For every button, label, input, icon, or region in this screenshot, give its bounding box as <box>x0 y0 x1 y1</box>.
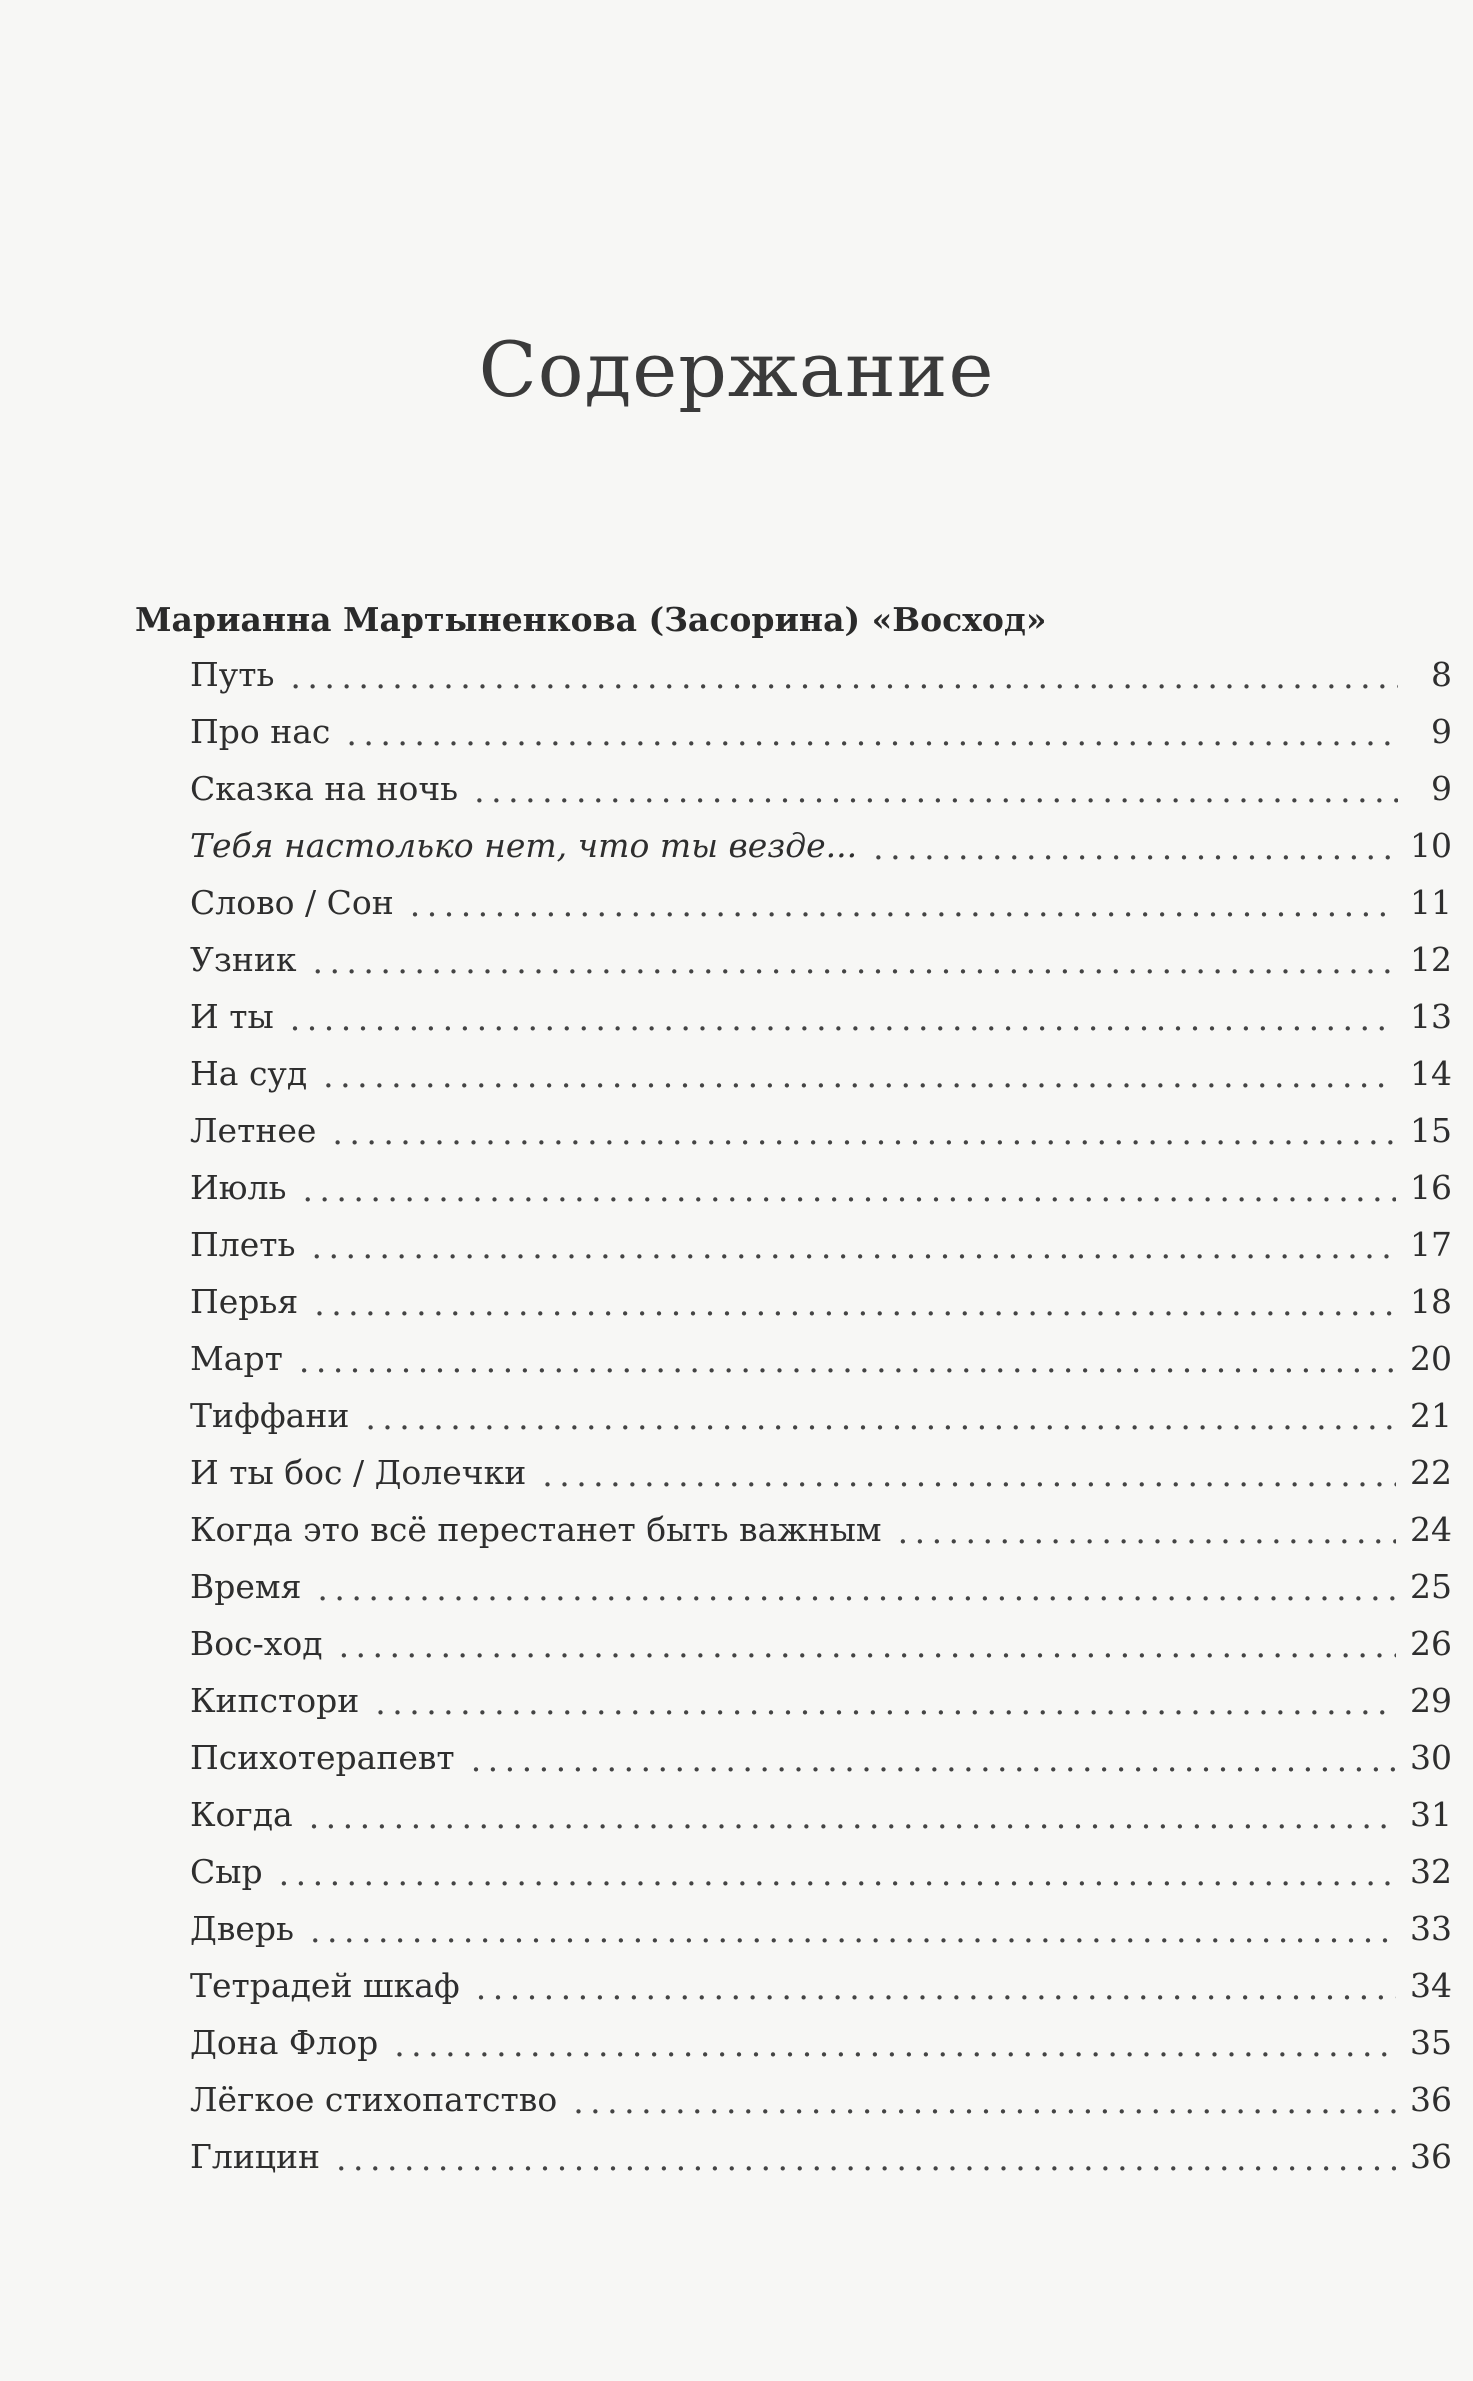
toc-entry-title: Узник <box>190 940 297 979</box>
toc-dot-leader <box>302 1170 1396 1203</box>
toc-entry-title: Слово / Сон <box>190 883 394 922</box>
toc-entry-title: Про нас <box>190 712 331 751</box>
toc-entry <box>190 1168 1452 1225</box>
toc-dot-leader <box>346 714 1398 747</box>
toc-entry-title: Март <box>190 1339 283 1378</box>
page-title: Содержание <box>478 325 995 414</box>
toc-dot-leader <box>542 1455 1396 1488</box>
toc-entry-page-number: 16 <box>1410 1168 1452 1207</box>
toc-entry <box>190 1111 1452 1168</box>
toc-entry-page-number: 31 <box>1410 1795 1452 1834</box>
toc-dot-leader <box>476 1968 1396 2001</box>
toc-entry-title: На суд <box>190 1054 308 1093</box>
toc-entry <box>190 1225 1452 1282</box>
toc-dot-leader <box>310 1911 1396 1944</box>
toc-entry-title: Тиффани <box>190 1396 350 1435</box>
toc-entry-title: Дона Флор <box>190 2023 379 2062</box>
toc-entry-title: И ты бос / Долечки <box>190 1453 527 1492</box>
toc-entry <box>190 1282 1452 1339</box>
toc-entry-page-number: 35 <box>1410 2023 1452 2062</box>
toc-entry-title: И ты <box>190 997 274 1036</box>
toc-entry <box>190 1966 1452 2023</box>
toc-entry <box>190 1624 1452 1681</box>
toc-entry-page-number: 26 <box>1410 1624 1452 1663</box>
toc-entry-page-number: 11 <box>1410 883 1452 922</box>
toc-entry-page-number: 21 <box>1410 1396 1452 1435</box>
toc-dot-leader <box>474 771 1398 804</box>
toc-dot-leader <box>317 1569 1396 1602</box>
toc-entry <box>190 1795 1452 1852</box>
toc-dot-leader <box>290 999 1396 1032</box>
toc-entry-title: Когда <box>190 1795 293 1834</box>
toc-entry <box>190 1567 1452 1624</box>
toc-dot-leader <box>336 2139 1396 2172</box>
toc-entry-page-number: 15 <box>1410 1111 1452 1150</box>
toc-entry-title: Дверь <box>190 1909 295 1948</box>
toc-dot-leader <box>312 1227 1397 1260</box>
toc-entry-page-number: 25 <box>1410 1567 1452 1606</box>
toc-entry-page-number: 14 <box>1410 1054 1452 1093</box>
toc-entry-page-number: 36 <box>1410 2137 1452 2176</box>
toc-dot-leader <box>312 942 1396 975</box>
toc-entry <box>190 997 1452 1054</box>
toc-entry-page-number: 9 <box>1431 712 1452 751</box>
toc-entry-page-number: 24 <box>1410 1510 1452 1549</box>
toc-entry-title: Вос-ход <box>190 1624 323 1663</box>
toc-dot-leader <box>375 1683 1396 1716</box>
toc-entry <box>190 1852 1452 1909</box>
author-section-heading: Марианна Мартыненкова (Засорина) «Восход» <box>135 600 1047 639</box>
toc-entry-page-number: 10 <box>1410 826 1452 865</box>
toc-entry <box>190 826 1452 883</box>
toc-entry-page-number: 8 <box>1431 655 1452 694</box>
toc-dot-leader <box>279 1854 1396 1887</box>
toc-dot-leader <box>573 2082 1396 2115</box>
toc-entry <box>190 712 1452 769</box>
toc-entry <box>190 655 1452 712</box>
toc-entry-page-number: 33 <box>1410 1909 1452 1948</box>
toc-entry-title: Кипстори <box>190 1681 360 1720</box>
toc-entry <box>190 883 1452 940</box>
toc-entry-page-number: 22 <box>1410 1453 1452 1492</box>
toc-entry-title: Тетрадей шкаф <box>190 1966 460 2005</box>
toc-entry <box>190 940 1452 997</box>
toc-entry-page-number: 13 <box>1410 997 1452 1036</box>
toc-entry <box>190 2023 1452 2080</box>
toc-entry <box>190 1738 1452 1795</box>
toc-entry <box>190 1396 1452 1453</box>
toc-entry-title: Перья <box>190 1282 299 1321</box>
toc-dot-leader <box>898 1512 1396 1545</box>
table-of-contents <box>190 655 1452 2194</box>
toc-entry-page-number: 17 <box>1410 1225 1452 1264</box>
toc-entry-title: Когда это всё перестанет быть важным <box>190 1510 882 1549</box>
toc-entry-title: Сыр <box>190 1852 263 1891</box>
toc-dot-leader <box>873 828 1396 861</box>
toc-entry-title: Тебя настолько нет, что ты везде... <box>190 826 858 865</box>
toc-entry-title: Глицин <box>190 2137 321 2176</box>
toc-entry <box>190 1054 1452 1111</box>
toc-dot-leader <box>309 1797 1396 1830</box>
toc-dot-leader <box>365 1398 1396 1431</box>
toc-dot-leader <box>339 1626 1396 1659</box>
toc-entry-page-number: 36 <box>1410 2080 1452 2119</box>
toc-entry-page-number: 12 <box>1410 940 1452 979</box>
toc-entry-title: Летнее <box>190 1111 317 1150</box>
toc-entry-title: Время <box>190 1567 302 1606</box>
toc-entry <box>190 2137 1452 2194</box>
toc-entry-page-number: 32 <box>1410 1852 1452 1891</box>
toc-dot-leader <box>394 2025 1396 2058</box>
toc-dot-leader <box>314 1284 1396 1317</box>
toc-dot-leader <box>323 1056 1396 1089</box>
toc-dot-leader <box>299 1341 1396 1374</box>
toc-entry-page-number: 18 <box>1410 1282 1452 1321</box>
toc-dot-leader <box>332 1113 1396 1146</box>
toc-entry-page-number: 29 <box>1410 1681 1452 1720</box>
toc-entry <box>190 769 1452 826</box>
toc-entry-title: Лёгкое стихопатство <box>190 2080 558 2119</box>
toc-dot-leader <box>471 1740 1396 1773</box>
toc-entry <box>190 1510 1452 1567</box>
toc-entry <box>190 1909 1452 1966</box>
toc-entry-title: Сказка на ночь <box>190 769 459 808</box>
toc-entry-page-number: 34 <box>1410 1966 1452 2005</box>
toc-entry-title: Путь <box>190 655 275 694</box>
toc-entry-title: Плеть <box>190 1225 296 1264</box>
toc-dot-leader <box>410 885 1396 918</box>
toc-entry-page-number: 20 <box>1410 1339 1452 1378</box>
toc-entry <box>190 1339 1452 1396</box>
toc-dot-leader <box>290 657 1398 690</box>
toc-entry-page-number: 30 <box>1410 1738 1452 1777</box>
toc-entry-title: Психотерапевт <box>190 1738 455 1777</box>
toc-entry-page-number: 9 <box>1431 769 1452 808</box>
toc-entry <box>190 1681 1452 1738</box>
toc-entry <box>190 2080 1452 2137</box>
toc-entry-title: Июль <box>190 1168 287 1207</box>
toc-entry <box>190 1453 1452 1510</box>
